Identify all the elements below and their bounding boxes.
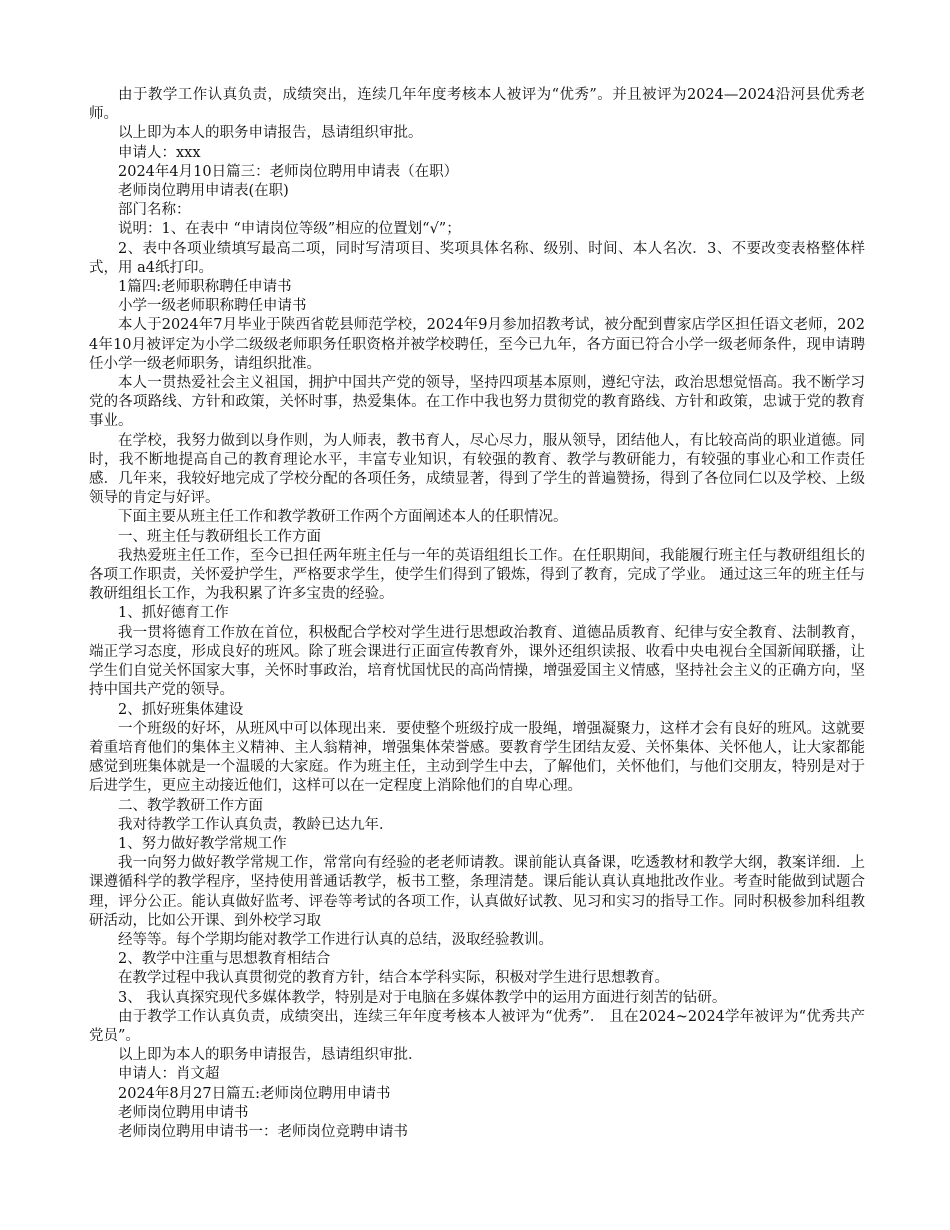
paragraph-15: 一、班主任与教研组长工作方面 [118,528,321,545]
paragraph-28: 3、 我认真探究现代多媒体教学，特别是对于电脑在多媒体教学中的运用方面进行刻苦的钻研。 [118,989,727,1006]
paragraph-20: 一个班级的好坏，从班风中可以体现出来．要使整个班级拧成一股绳，增强凝聚力，这样才会有良好的班风。这就要着重培育他们的集体主义精神、主人翁精神，增强集体荣誉感。要教育学生团结友爱、关怀集体、关怀他人，让大家都能感觉到班集体就是一个温暖的大家庭。作为班主任，主动到学生中去，了解他们，关怀他们，与他们交朋友，特别是对于后进学生，更应主动接近他们，这样可以在一定程度上消除他们的自卑心理。 [89,720,865,795]
paragraph-16: 我热爱班主任工作，至今已担任两年班主任与一年的英语组组长工作。在任职期间，我能履行班主任与教研组组长的各项工作职责，关怀爱护学生，严格要求学生，使学生们得到了锻炼，得到了教育，完成了学业。 通过这三年的班主任与教研组组长工作，为我积累了许多宝贵的经验。 [89,547,865,603]
paragraph-22: 我对待教学工作认真负责，教龄已达九年． [118,816,394,833]
paragraph-32: 2024年8月27日篇五:老师岗位聘用申请书 [118,1085,391,1102]
paragraph-17: 1、抓好德育工作 [118,605,229,622]
paragraph-9: 1篇四:老师职称聘任申请书 [118,279,292,296]
paragraph-1: 由于教学工作认真负责，成绩突出，连续几年年度考核本人被评为“优秀”。并且被评为2024—2024沿河县优秀老师。 [89,87,865,123]
paragraph-7: 说明：1、在表中 “申请岗位等级”相应的位置划“√”； [118,221,461,238]
paragraph-33: 老师岗位聘用申请书 [118,1104,249,1121]
paragraph-18: 我一贯将德育工作放在首位，积极配合学校对学生进行思想政治教育、道德品质教育、纪律与安全教育、法制教育，端正学习态度，形成良好的班风。除了班会课进行正面宣传教育外，课外还组织读报、收看中央电视台全国新闻联播，让学生们自觉关怀国家大事，关怀时事政治，培育忧国忧民的高尚情操，增强爱国主义情感，坚持社会主义的正确方向，坚持中国共产党的领导。 [89,624,865,699]
paragraph-26: 2、教学中注重与思想教育相结合 [118,951,331,968]
paragraph-10: 小学一级老师职称聘任申请书 [118,298,307,315]
paragraph-13: 在学校，我努力做到以身作则，为人师表，教书育人，尽心尽力，服从领导，团结他人，有比较高尚的职业道德。同时，我不断地提高自己的教育理论水平，丰富专业知识，有较强的教育、教学与教研能力，有较强的事业心和工作责任感．几年来，我较好地完成了学校分配的各项任务，成绩显著，得到了学生的普遍赞扬，得到了各位同仁以及学校、上级领导的肯定与好评。 [89,432,865,507]
paragraph-5: 老师岗位聘用申请表(在职) [118,183,289,200]
paragraph-24: 我一向努力做好教学常规工作，常常向有经验的老老师请教。课前能认真备课，吃透教材和教学大纲，教案详细．上课遵循科学的教学程序，坚持使用普通话教学，板书工整，条理清楚。课后能认真认真地批改作业。考查时能做到试题合理，评分公正。能认真做好监考、评卷等考试的各项工作，认真做好试教、见习和实习的指导工作。同时积极参加科组教研活动，比如公开课、到外校学习取 [89,855,865,929]
paragraph-29: 由于教学工作认真负责，成绩突出，连续三年年度考核本人被评为“优秀”． 且在2024~2024学年被评为“优秀共产党员”。 [89,1008,865,1044]
paragraph-27: 在教学过程中我认真贯彻党的教育方针，结合本学科实际，积极对学生进行思想教育。 [118,970,669,987]
paragraph-23: 1、努力做好教学常规工作 [118,835,287,852]
paragraph-12: 本人一贯热爱社会主义祖国，拥护中国共产党的领导，坚持四项基本原则，遵纪守法，政治思想觉悟高。我不断学习党的各项路线、方针和政策，关怀时事，热爱集体。在工作中我也努力贯彻党的教育路线、方针和政策，忠诚于党的教育事业。 [89,375,865,430]
paragraph-11: 本人于2024年7月毕业于陕西省乾县师范学校，2024年9月参加招教考试，被分配到曹家店学区担任语文老师，2024年10月被评定为小学二级级老师职务任职资格并被学校聘任，至今已九年，各方面已符合小学一级老师条件，现申请聘任小学一级老师职务，请组织批准。 [89,317,865,372]
paragraph-19: 2、抓好班集体建设 [118,701,244,718]
paragraph-2: 以上即为本人的职务申请报告，恳请组织审批。 [118,125,423,142]
paragraph-25: 经等等。每个学期均能对教学工作进行认真的总结，汲取经验教训。 [118,931,553,948]
paragraph-14: 下面主要从班主任工作和教学教研工作两个方面阐述本人的任职情况。 [118,509,568,526]
paragraph-34: 老师岗位聘用申请书一：老师岗位竞聘申请书 [118,1123,408,1140]
document-page [89,86,865,1142]
paragraph-30: 以上即为本人的职务申请报告，恳请组织审批． [118,1047,423,1064]
paragraph-3: 申请人：xxx [118,144,201,161]
paragraph-31: 申请人：肖文超 [118,1066,220,1083]
paragraph-4: 2024年4月10日篇三：老师岗位聘用申请表（在职） [118,163,459,180]
paragraph-8: 2、表中各项业绩填写最高二项，同时写清项目、奖项具体名称、级别、时间、本人名次．3、不要改变表格整体样式，用 a4纸打印。 [89,240,865,276]
paragraph-21: 二、教学教研工作方面 [118,797,263,814]
paragraph-6: 部门名称： [118,202,191,219]
